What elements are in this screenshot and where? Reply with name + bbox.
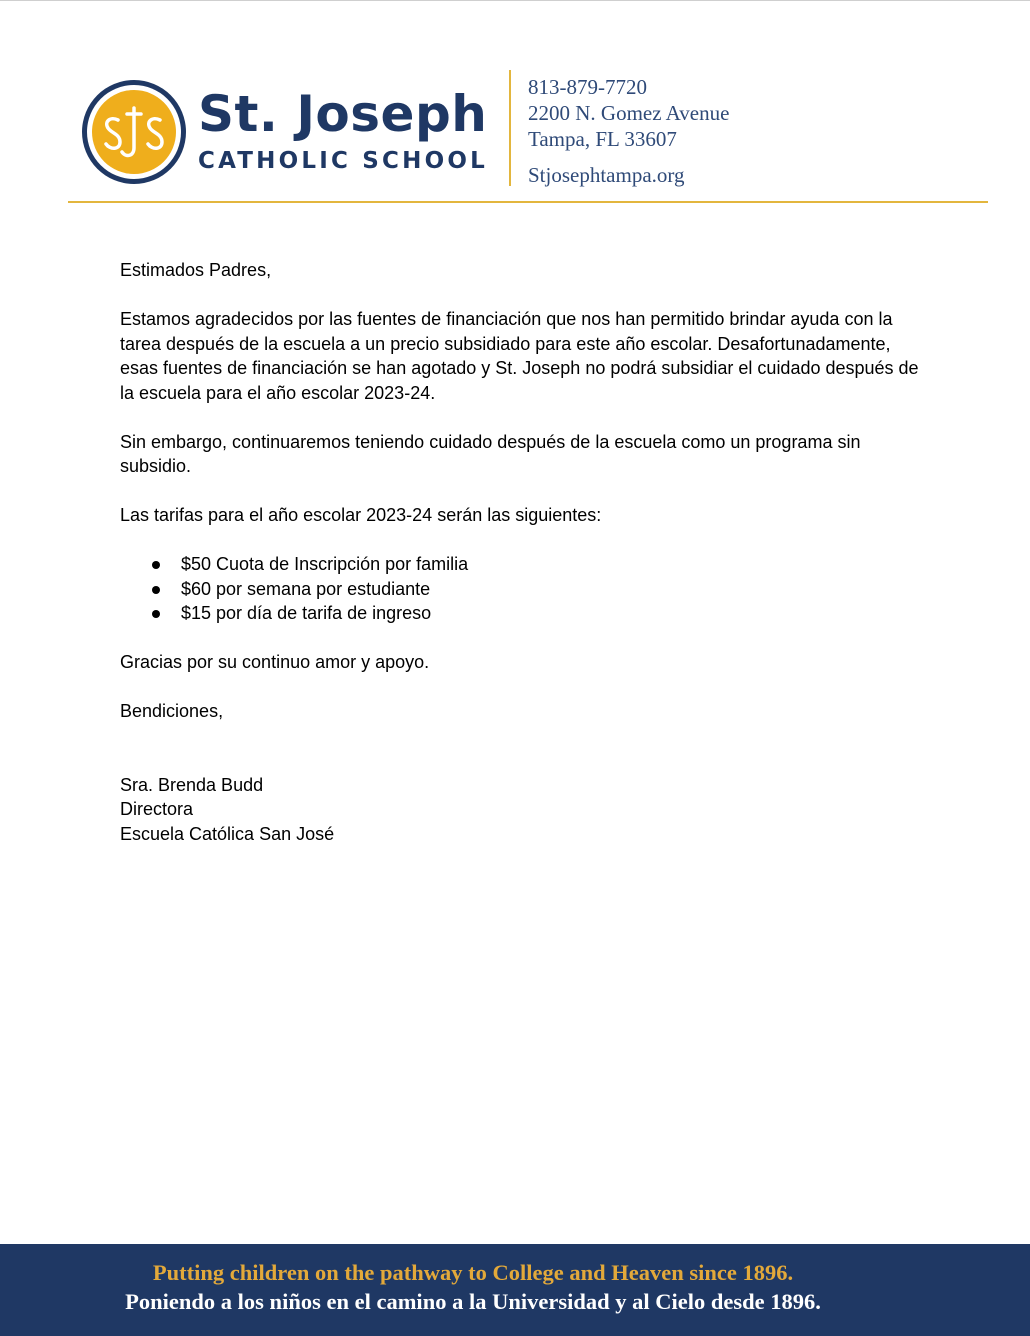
school-seal-logo [82,80,186,184]
footer-banner [0,1244,1030,1336]
closing: Bendiciones, [120,701,224,721]
sjs-monogram-icon [82,80,186,184]
paragraph-program: Sin embargo, continuaremos teniendo cuidado después de la escuela como un programa sin subsidio. [120,431,861,476]
address-line-2: Tampa, FL 33607 [528,127,677,151]
list-item: $60 por semana por estudiante [120,577,920,602]
motto-english: Putting children on the pathway to College and Heaven since 1896. [152,1260,794,1285]
contact-block [528,74,729,188]
rates-intro: Las tarifas para el año escolar 2023-24 serán las siguientes: [120,505,602,525]
greeting: Estimados Padres, [120,260,272,280]
signature-title: Directora [120,799,194,819]
list-item: $15 por día de tarifa de ingreso [120,601,920,626]
website-link[interactable]: Stjosephtampa.org [528,163,685,187]
motto-spanish: Poniendo a los niños en el camino a la Universidad y al Cielo desde 1896. [125,1289,821,1314]
school-subtitle: CATHOLIC SCHOOL [198,148,488,174]
paragraph-funding: Estamos agradecidos por las fuentes de financiación que nos han permitido brindar ayuda con la tarea después de la escuela a un precio subsidiado para este año escolar. Desafortunadamente, esas fuentes de financiación se han agotado y St. Joseph no podrá subsidiar el cuidado después de la escuela para el año escolar 2023-24. [120,309,919,403]
thanks: Gracias por su continuo amor y apoyo. [120,652,430,672]
bullet-icon [152,610,160,618]
signature-block [120,773,920,847]
signature-name: Sra. Brenda Budd [120,774,264,795]
list-item: $50 Cuota de Inscripción por familia [120,552,920,577]
bullet-icon [152,561,160,569]
page-top-border [0,0,1030,1]
bullet-icon [152,586,160,594]
rates-list [120,552,920,626]
letterhead-divider [509,70,511,186]
school-name: St. Joseph [198,85,488,143]
letterhead-underline [68,201,988,203]
address-line-1: 2200 N. Gomez Avenue [528,101,730,125]
letter-body [120,258,920,846]
signature-school: Escuela Católica San José [120,823,335,844]
phone-number: 813-879-7720 [528,75,647,99]
